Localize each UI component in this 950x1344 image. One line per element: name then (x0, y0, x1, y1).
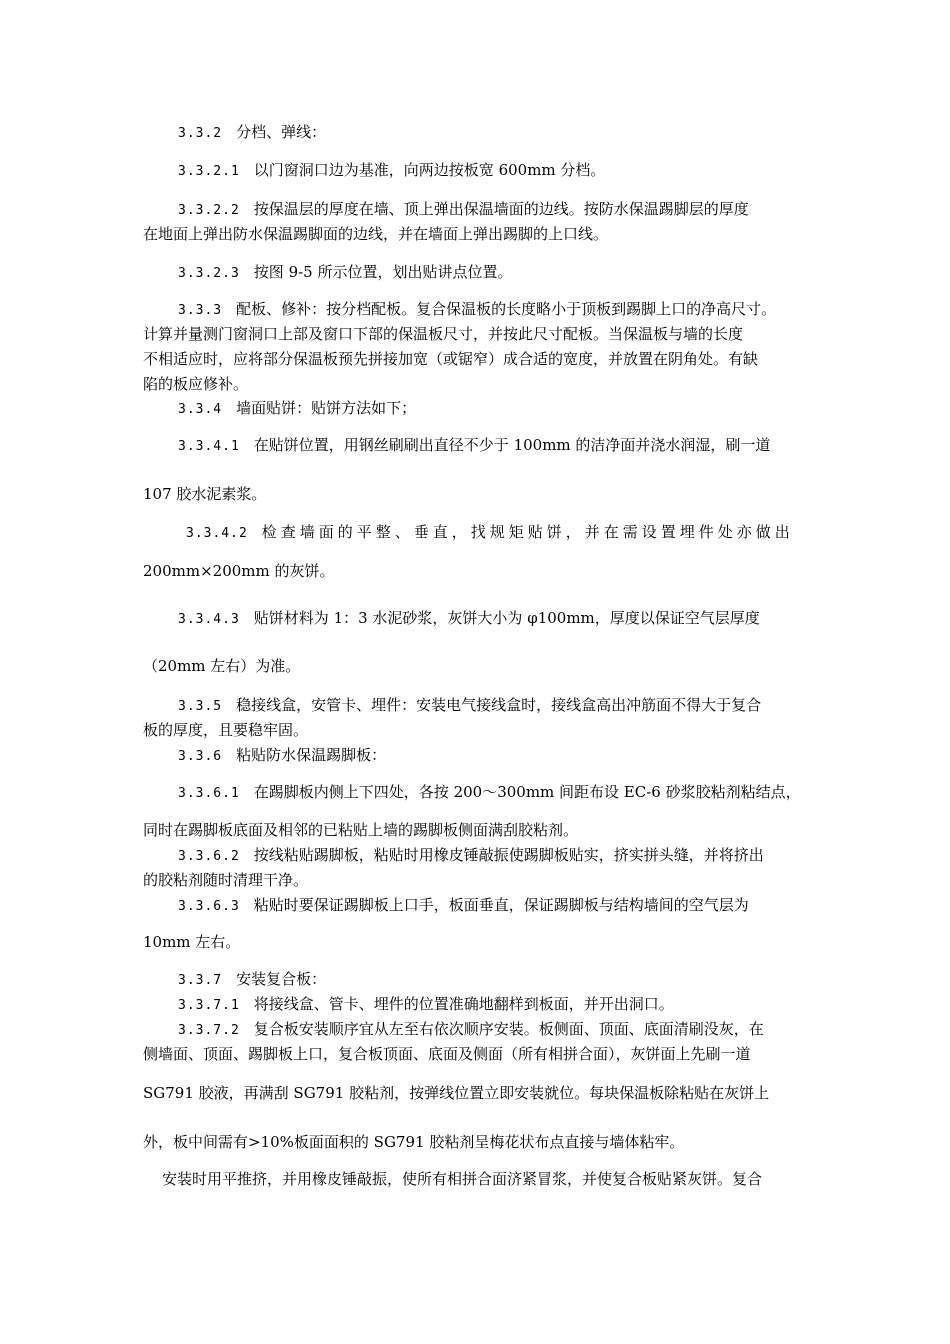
paragraph-text: 按图 9-5 所示位置，划出贴讲点位置。 (253, 263, 513, 281)
section-number: 3.3.2.2 (178, 203, 240, 218)
paragraph-continuation: 的胶粘剂随时清理干净。 (143, 871, 309, 889)
paragraph-3-3-2-2 (178, 199, 950, 221)
paragraph-text: 稳接线盒，安管卡、埋件：安装电气接线盒时，接线盒高出冲筋面不得大于复合 (236, 696, 762, 714)
section-number: 3.3.3 (178, 303, 223, 318)
section-number: 3.3.4 (178, 402, 223, 417)
section-number: 3.3.4.1 (178, 439, 240, 454)
paragraph-continuation: 计算并量测门窗洞口上部及窗口下部的保温板尺寸，并按此尺寸配板。当保温板与墙的长度 (143, 325, 744, 343)
paragraph-continuation: （20mm 左右）为准。 (143, 657, 301, 675)
section-number: 3.3.7 (178, 973, 223, 988)
paragraph-3-3-2 (178, 122, 950, 144)
paragraph-text: 检查墙面的平整、垂直，找规矩贴饼，并在需设置埋件处亦做出 (261, 523, 794, 541)
paragraph-3-3-4-1 (178, 435, 950, 457)
section-number: 3.3.2.1 (178, 164, 240, 179)
paragraph-continuation: 板的厚度，且要稳牢固。 (143, 721, 309, 739)
paragraph-continuation: 在地面上弹出防水保温踢脚面的边线，并在墙面上弹出踢脚的上口线。 (143, 225, 609, 243)
paragraph-text: 墙面贴饼：贴饼方法如下； (236, 399, 417, 417)
paragraph-3-3-6-1 (178, 782, 950, 804)
paragraph-3-3-5 (178, 695, 950, 717)
paragraph-3-3-7 (178, 969, 950, 991)
paragraph-text: 按线粘贴踢脚板，粘贴时用橡皮锤敲振使踢脚板贴实，挤实拼头缝，并将挤出 (253, 846, 764, 864)
paragraph-3-3-6-2 (178, 845, 950, 867)
paragraph-text: 将接线盒、管卡、埋件的位置准确地翻样到板面，并开出洞口。 (253, 995, 674, 1013)
section-number: 3.3.6.1 (178, 786, 240, 801)
section-number: 3.3.4.2 (186, 526, 248, 541)
paragraph-3-3-2-1 (178, 160, 950, 182)
section-number: 3.3.7.1 (178, 998, 240, 1013)
paragraph-text: 安装复合板： (236, 970, 327, 988)
paragraph-continuation: 外，板中间需有>10%板面面积的 SG791 胶粘剂呈梅花状布点直接与墙体粘牢。 (143, 1133, 685, 1151)
paragraph-continuation: 同时在踢脚板底面及相邻的已粘贴上墙的踢脚板侧面满刮胶粘剂。 (143, 821, 579, 839)
paragraph-continuation: 200mm×200mm 的灰饼。 (143, 562, 335, 580)
section-number: 3.3.6 (178, 749, 223, 764)
section-number: 3.3.2 (178, 126, 223, 141)
paragraph-text: 在贴饼位置，用钢丝刷刷出直径不少于 100mm 的洁净面并浇水润湿，刷一道 (253, 436, 771, 454)
paragraph-3-3-7-1 (178, 994, 950, 1016)
section-number: 3.3.5 (178, 699, 223, 714)
section-number: 3.3.2.3 (178, 266, 240, 281)
paragraph-continuation: 10mm 左右。 (143, 933, 241, 951)
paragraph-continuation: 陷的板应修补。 (143, 375, 249, 393)
paragraph-continuation: 不相适应时，应将部分保温板预先拼接加宽（或锯窄）成合适的宽度，并放置在阴角处。有缺 (143, 350, 759, 368)
paragraph-text: 按保温层的厚度在墙、顶上弹出保温墙面的边线。按防水保温踢脚层的厚度 (253, 200, 749, 218)
paragraph-3-3-7-2 (178, 1019, 950, 1041)
paragraph-3-3-3 (178, 299, 950, 321)
paragraph-text: 粘贴时要保证踢脚板上口手，板面垂直，保证踢脚板与结构墙间的空气层为 (253, 896, 749, 914)
section-number: 3.3.6.3 (178, 899, 240, 914)
paragraph-text: 配板、修补：按分档配板。复合保温板的长度略小于顶板到踢脚上口的净高尺寸。 (236, 300, 777, 318)
paragraph-install-method: 安装时用平推挤，并用橡皮锤敲振，使所有相拼合面济紧冒浆，并使复合板贴紧灰饼。复合 (162, 1170, 763, 1188)
paragraph-text: 分档、弹线： (236, 123, 327, 141)
paragraph-text: 复合板安装顺序宜从左至右依次顺序安装。板侧面、顶面、底面清刷没灰，在 (253, 1020, 764, 1038)
paragraph-3-3-2-3 (178, 262, 950, 284)
paragraph-3-3-6 (178, 745, 950, 767)
paragraph-continuation: SG791 胶液，再满刮 SG791 胶粘剂，按弹线位置立即安装就位。每块保温板除粘贴在灰饼上 (143, 1084, 770, 1102)
paragraph-text: 粘贴防水保温踢脚板： (236, 746, 387, 764)
paragraph-text: 以门窗洞口边为基准，向两边按板宽 600mm 分档。 (253, 161, 606, 179)
paragraph-continuation: 侧墙面、顶面、踢脚板上口，复合板顶面、底面及侧面（所有相拼合面），灰饼面上先刷一道 (143, 1045, 751, 1063)
paragraph-3-3-4-3 (178, 608, 950, 630)
paragraph-text: 在踢脚板内侧上下四处，各按 200～300mm 间距布设 EC-6 砂浆胶粘剂粘结点， (253, 783, 801, 801)
section-number: 3.3.7.2 (178, 1023, 240, 1038)
paragraph-3-3-4 (178, 398, 950, 420)
section-number: 3.3.6.2 (178, 849, 240, 864)
paragraph-continuation: 107 胶水泥素浆。 (143, 485, 267, 503)
section-number: 3.3.4.3 (178, 612, 240, 627)
paragraph-text: 贴饼材料为 1：3 水泥砂浆，灰饼大小为 φ100mm，厚度以保证空气层厚度 (253, 609, 760, 627)
paragraph-3-3-4-2 (186, 522, 950, 544)
paragraph-3-3-6-3 (178, 895, 950, 917)
